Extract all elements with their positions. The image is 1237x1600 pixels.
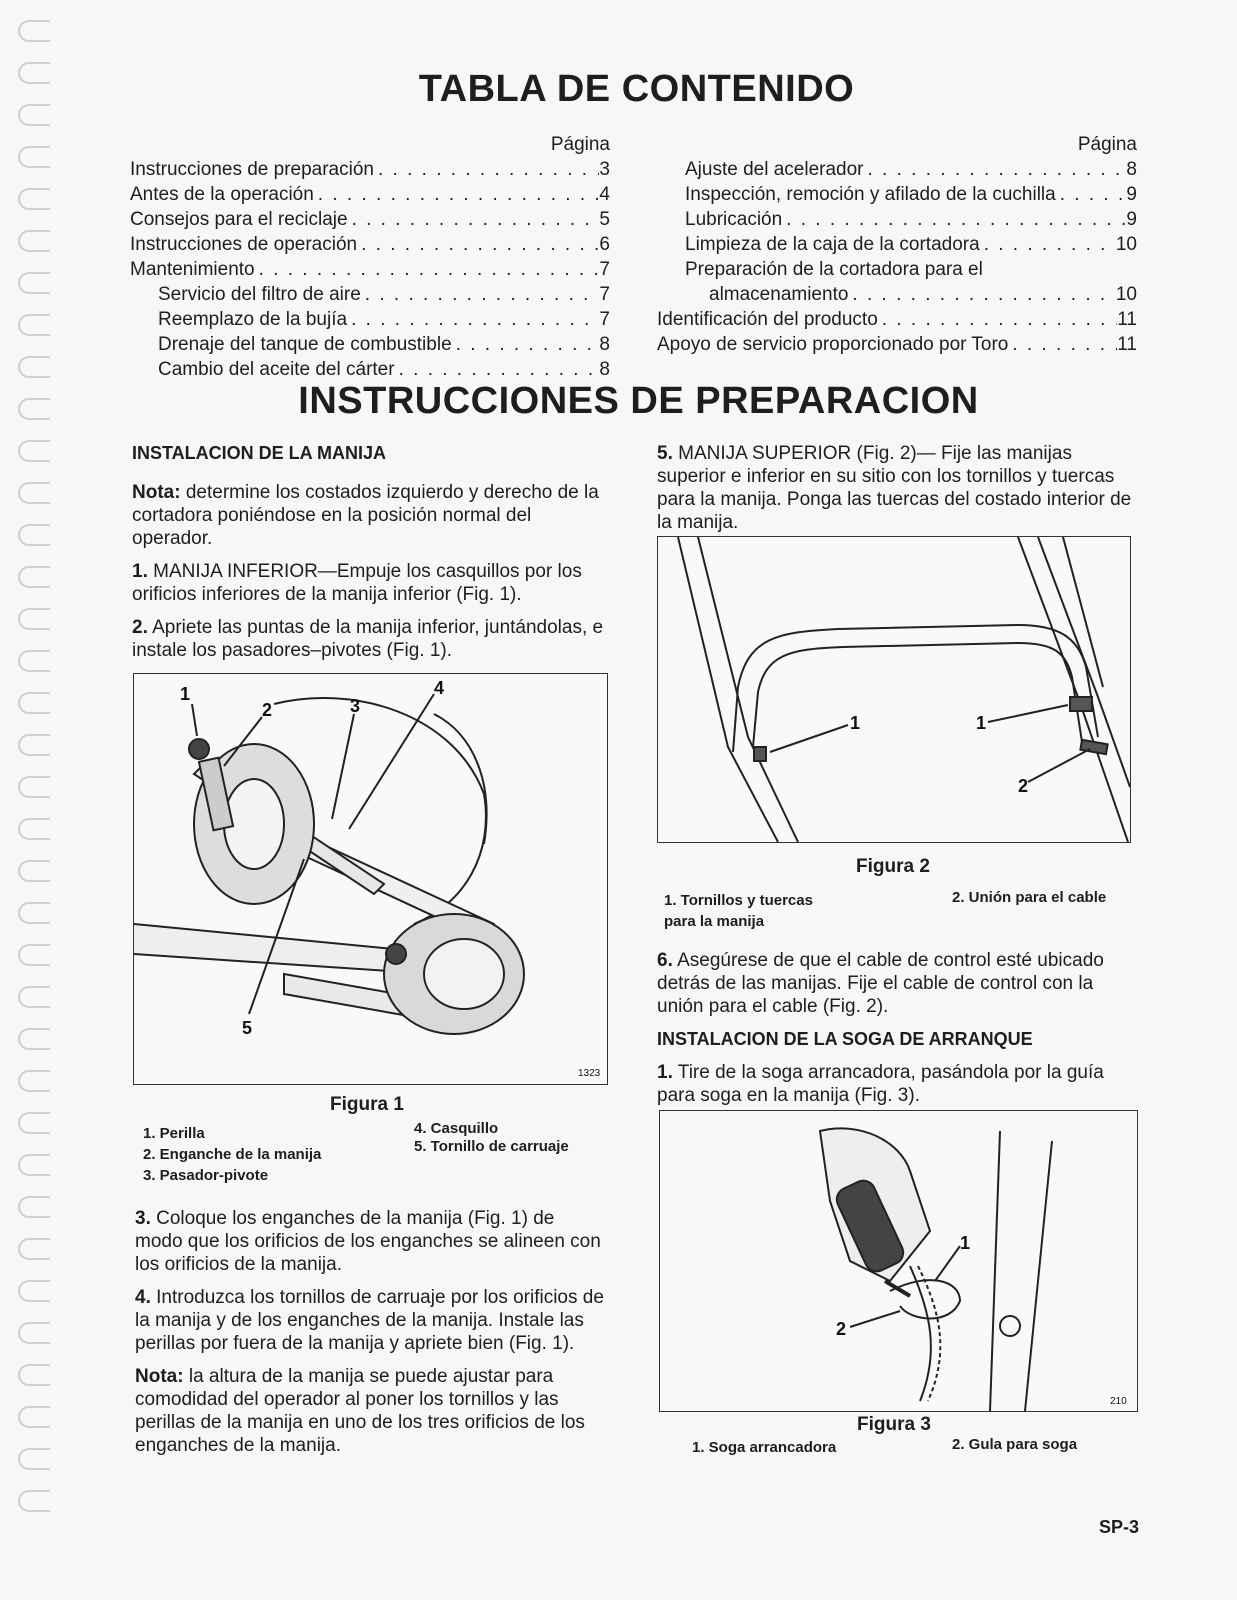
toc-entry[interactable]: Mantenimiento . . . 7 — [130, 257, 610, 282]
binding-ring — [18, 1238, 50, 1260]
toc-subentry[interactable]: Limpieza de la caja de la cortadora . . . 10 — [657, 232, 1137, 257]
toc-subentry[interactable]: Servicio del filtro de aire . . . 7 — [130, 282, 610, 307]
binding-ring — [18, 146, 50, 168]
step-paragraph: 1. Tire de la soga arrancadora, pasándola por la guía para soga en la manija (Fig. 3). — [657, 1062, 1104, 1106]
callout-1: 1 — [850, 713, 861, 733]
section-title: INSTRUCCIONES DE PREPARACION — [298, 380, 979, 422]
figure-1-legend-right — [414, 1120, 569, 1156]
binding-ring — [18, 986, 50, 1008]
figure-1-legend-left — [143, 1123, 321, 1186]
left-column-bottom — [135, 1207, 607, 1467]
figure-2 — [657, 536, 1131, 843]
binding-ring — [18, 524, 50, 546]
toc-entry[interactable]: Instrucciones de preparación . . . 3 — [130, 157, 610, 182]
binding-ring — [18, 944, 50, 966]
toc-subentry[interactable]: Cambio del aceite del cárter . . . 8 — [130, 357, 610, 382]
binding-ring — [18, 1448, 50, 1470]
toc-page-header: Página — [1077, 134, 1137, 155]
binding-ring — [18, 230, 50, 252]
binding-ring — [18, 1028, 50, 1050]
binding-ring — [18, 1070, 50, 1092]
toc-subentry[interactable]: almacenamiento . . . 10 — [657, 282, 1137, 307]
figure-3-legend-right — [952, 1434, 1077, 1455]
figure-2-legend-right — [952, 887, 1106, 908]
toc-subentry[interactable]: Inspección, remoción y afilado de la cuchilla . . . 9 — [657, 182, 1137, 207]
step-paragraph: 1. MANIJA INFERIOR—Empuje los casquillos por los orificios inferiores de la manija inferior (Fig. 1). — [132, 561, 582, 605]
legend-item: 2. Gula para soga — [952, 1436, 1078, 1453]
legend-item: 3. Pasador-pivote — [143, 1167, 269, 1184]
legend-item: 1. Soga arrancadora — [692, 1439, 837, 1456]
figure-3-legend-left — [692, 1437, 836, 1458]
step-paragraph: 3. Coloque los enganches de la manija (Fig. 1) de modo que los orificios de los enganches se alineen con los orificios de la manija. — [135, 1208, 601, 1275]
binding-ring — [18, 1112, 50, 1134]
toc-subentry[interactable]: Lubricación . . . 9 — [657, 207, 1137, 232]
callout-1: 1 — [180, 684, 191, 704]
figure-2-legend-left — [664, 890, 813, 932]
binding-ring — [18, 902, 50, 924]
note-paragraph: Nota: la altura de la manija se puede ajustar para comodidad del operador al poner los tornillos y las perillas de la manija en uno de los tres orificios de los enganches de la manija. — [135, 1366, 585, 1456]
binding-ring — [18, 1364, 50, 1386]
binding-ring — [18, 818, 50, 840]
figure-3 — [659, 1110, 1138, 1412]
binding-ring — [18, 1406, 50, 1428]
step-paragraph: 6. Asegúrese de que el cable de control esté ubicado detrás de las manijas. Fije el cable de control con la unión para el cable (Fig. 2). — [657, 950, 1104, 1017]
binding-ring — [18, 1154, 50, 1176]
binding-ring — [18, 692, 50, 714]
page-number: SP-3 — [1098, 1517, 1139, 1537]
callout-2: 2 — [836, 1319, 847, 1339]
binding-ring — [18, 776, 50, 798]
callout-2: 2 — [262, 700, 273, 720]
step-paragraph: 4. Introduzca los tornillos de carruaje por los orificios de la manija y de los enganches de la manija. Instale las perillas por fuera de la manija y apriete bien (Fig. 1). — [135, 1287, 604, 1354]
note-paragraph: Nota: determine los costados izquierdo y derecho de la cortadora poniéndose en la posición normal del operador. — [132, 482, 599, 549]
binding-ring — [18, 650, 50, 672]
binding-ring — [18, 734, 50, 756]
legend-item: 1. Tornillos y tuercas — [664, 892, 813, 909]
toc-entry[interactable]: Apoyo de servicio proporcionado por Toro . . . 11 — [657, 332, 1137, 357]
binding-ring — [18, 1322, 50, 1344]
callout-2: 2 — [1018, 776, 1029, 796]
binding-ring — [18, 440, 50, 462]
spiral-binding — [12, 20, 60, 1540]
callout-1: 1 — [960, 1233, 971, 1253]
figure-1-illustration — [134, 674, 607, 1084]
figure-1-caption: Figura 1 — [330, 1094, 404, 1115]
section-heading: INSTALACION DE LA SOGA DE ARRANQUE — [657, 1029, 1033, 1049]
binding-ring — [18, 608, 50, 630]
binding-ring — [18, 20, 50, 42]
toc-entry[interactable]: Instrucciones de operación . . . 6 — [130, 232, 610, 257]
toc-subentry: Preparación de la cortadora para el — [685, 259, 983, 280]
figure-2-caption: Figura 2 — [856, 856, 930, 877]
figure-3-caption: Figura 3 — [857, 1414, 931, 1435]
binding-ring — [18, 356, 50, 378]
figure-3-illustration — [660, 1111, 1137, 1411]
binding-ring — [18, 272, 50, 294]
toc-entry[interactable]: Identificación del producto . . . 11 — [657, 307, 1137, 332]
left-column-top — [132, 442, 604, 672]
figure-id: 210 — [1110, 1396, 1127, 1407]
step-paragraph: 5. MANIJA SUPERIOR (Fig. 2)— Fije las manijas superior e inferior en su sitio con los tornillos y tuercas para la manija. Ponga las tuercas del costado interior de la manija. — [657, 443, 1132, 533]
binding-ring — [18, 566, 50, 588]
toc-entry[interactable]: Antes de la operación . . . 4 — [130, 182, 610, 207]
toc-subentry[interactable]: Ajuste del acelerador . . . 8 — [657, 157, 1137, 182]
toc-left — [130, 132, 610, 382]
binding-ring — [18, 188, 50, 210]
section-heading: INSTALACION DE LA MANIJA — [132, 443, 386, 463]
figure-1 — [133, 673, 608, 1085]
step-paragraph: 2. Apriete las puntas de la manija inferior, juntándolas, e instale los pasadores–pivotes (Fig. 1). — [132, 617, 604, 661]
right-column-middle — [657, 949, 1135, 1117]
figure-2-illustration — [658, 537, 1130, 842]
legend-item: 2. Enganche de la manija — [143, 1146, 322, 1163]
binding-ring — [18, 482, 50, 504]
binding-ring — [18, 314, 50, 336]
legend-item: 5. Tornillo de carruaje — [414, 1138, 569, 1155]
callout-3: 3 — [350, 696, 361, 716]
right-column-top — [657, 442, 1135, 544]
binding-ring — [18, 1490, 50, 1512]
toc-entry[interactable]: Consejos para el reciclaje . . . 5 — [130, 207, 610, 232]
binding-ring — [18, 860, 50, 882]
binding-ring — [18, 1196, 50, 1218]
legend-item: 2. Unión para el cable — [952, 889, 1107, 906]
toc-title: TABLA DE CONTENIDO — [418, 68, 855, 110]
figure-id: 1323 — [578, 1068, 601, 1079]
callout-1: 1 — [976, 713, 987, 733]
legend-item: 4. Casquillo — [414, 1120, 499, 1137]
callout-4: 4 — [434, 678, 445, 698]
legend-item: para la manija — [664, 913, 765, 930]
callout-5: 5 — [242, 1018, 253, 1038]
toc-page-header: Página — [550, 134, 610, 155]
binding-ring — [18, 1280, 50, 1302]
toc-subentry[interactable]: Reemplazo de la bujía . . . 7 — [130, 307, 610, 332]
legend-item: 1. Perilla — [143, 1125, 205, 1142]
toc-right — [657, 132, 1137, 357]
toc-subentry[interactable]: Drenaje del tanque de combustible . . . 8 — [130, 332, 610, 357]
